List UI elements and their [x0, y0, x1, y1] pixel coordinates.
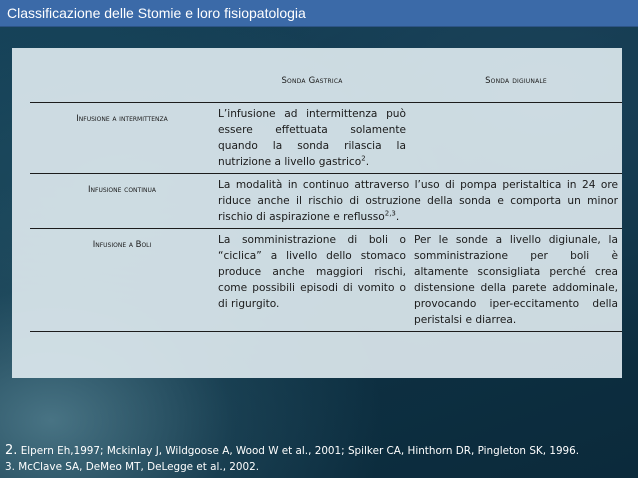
slide-title: Classificazione delle Stomie e loro fisiopatologia	[7, 5, 306, 21]
row-label-intermittent: Infusione a intermittenza	[30, 102, 214, 173]
reference-number: 3.	[5, 461, 15, 473]
reference-text: McClave SA, DeMeo MT, DeLegge et al., 2002.	[18, 461, 260, 473]
cell-intermittent-jejunal	[410, 102, 622, 173]
cell-continuous-text: La modalità in continuo attraverso l’uso di pompa peristaltica in 24 ore riduce anche il rischio di ostruzione della sonda e comporta un minor rischio di aspirazione e reflusso	[218, 178, 618, 223]
reference-text: Elpern Eh,1997; Mckinlay J, Wildgoose A, Wood W et al., 2001; Spilker CA, Hinthorn DR, Pingleton SK, 1996.	[20, 445, 580, 457]
cell-continuous-merged	[214, 173, 622, 228]
header-jejunal: Sonda digiunale	[485, 75, 547, 86]
row-label-bolus: Infusione a Boli	[30, 228, 214, 331]
table-row-intermittent	[30, 102, 622, 173]
references	[5, 443, 635, 473]
reference-number: 2.	[5, 443, 18, 458]
table-header-row	[30, 60, 622, 102]
cell-bolus-gastric: La somministrazione di boli o “ciclica” a livello dello stomaco produce anche maggiori rischi, come possibili episodi di vomito o di rigurgito.	[214, 228, 410, 331]
reference-item	[5, 461, 635, 473]
cell-intermittent-gastric-end: .	[365, 155, 370, 168]
cell-intermittent-gastric	[214, 102, 410, 173]
row-label-continuous: Infusione continua	[30, 173, 214, 228]
feeding-modes-table	[30, 60, 622, 332]
header-empty-cell	[30, 60, 214, 102]
cell-intermittent-gastric-ref: 2	[361, 153, 366, 162]
cell-bolus-jejunal: Per le sonde a livello digiunale, la somministrazione per boli è altamente sconsigliata perché crea distensione della parete addominale, provocando iper-eccitamento della peristalsi e diarrea.	[410, 228, 622, 331]
slide-title-bar	[0, 0, 638, 27]
table-row-continuous	[30, 173, 622, 228]
table-row-bolus	[30, 228, 622, 331]
reference-item	[5, 443, 635, 458]
cell-continuous-end: .	[395, 210, 400, 223]
header-gastric: Sonda Gastrica	[281, 75, 343, 86]
cell-intermittent-gastric-text: L’infusione ad intermittenza può essere effettuata solamente quando la sonda rilascia la nutrizione a livello gastrico	[218, 107, 406, 168]
cell-continuous-ref: 2,3	[384, 208, 396, 217]
